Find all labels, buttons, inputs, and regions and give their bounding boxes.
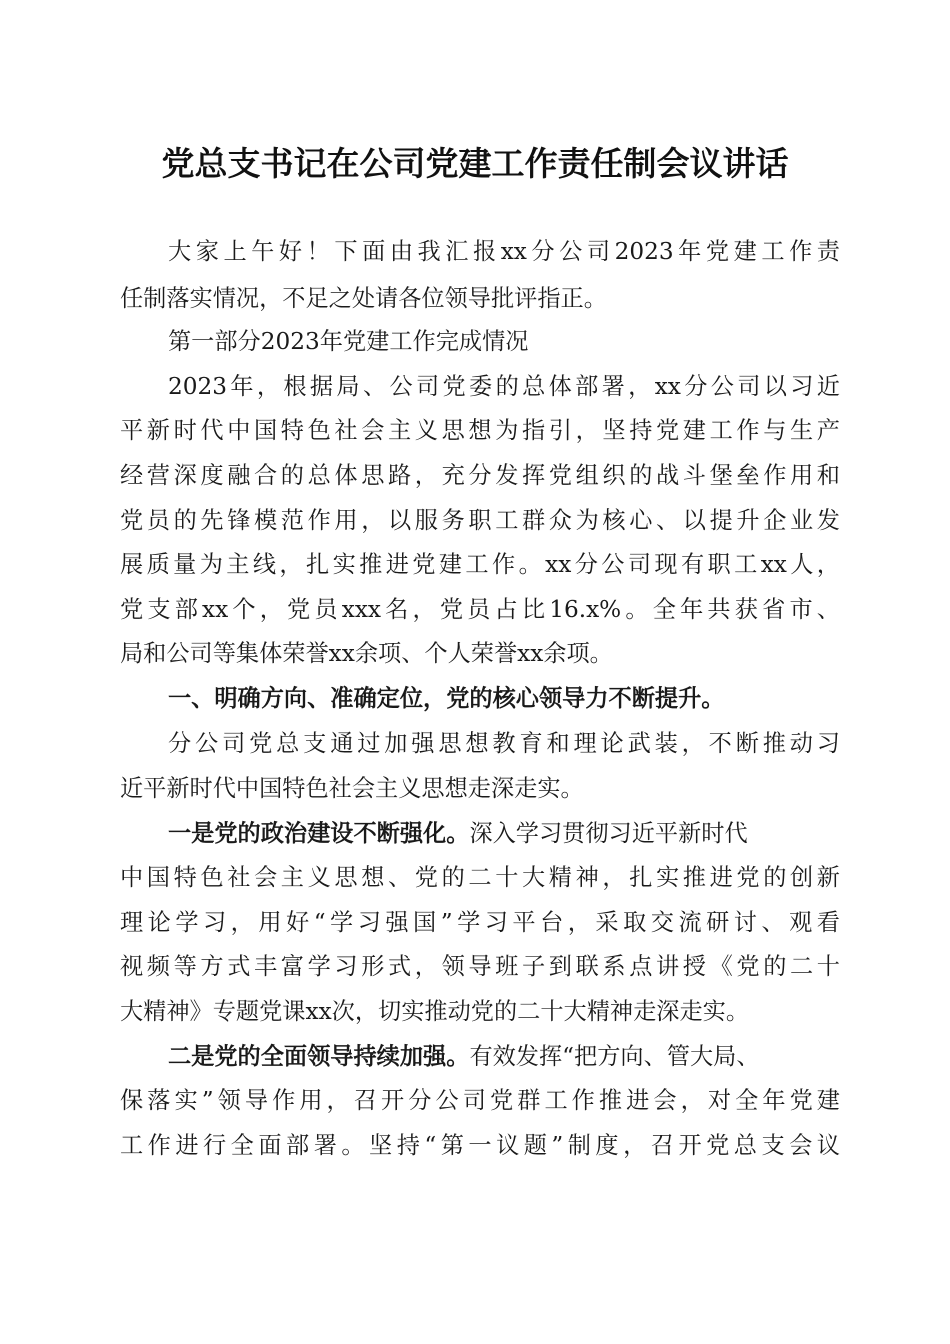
subsection-heading: 一、明确方向、准确定位，党的核心领导力不断提升。: [168, 685, 725, 712]
paragraph-lead: 一是党的政治建设不断强化。: [168, 820, 470, 847]
document-title: 党总支书记在公司党建工作责任制会议讲话: [161, 144, 789, 183]
paragraph-line: 党支部xx个，党员xxx名，党员占比16.x%。全年共获省市、: [120, 596, 840, 623]
paragraph-line: 理论学习，用好“学习强国”学习平台，采取交流研讨、观看: [120, 909, 840, 936]
paragraph-line: 视频等方式丰富学习形式，领导班子到联系点讲授《党的二十: [120, 953, 840, 980]
paragraph-line: 大精神》专题党课xx次，切实推动党的二十大精神走深走实。: [120, 998, 750, 1025]
paragraph-line: 2023年，根据局、公司党委的总体部署，xx分公司以习近: [168, 373, 840, 400]
paragraph-line: 分公司党总支通过加强思想教育和理论武装，不断推动习: [168, 730, 840, 757]
section-heading: 第一部分2023年党建工作完成情况: [168, 328, 529, 355]
paragraph-line: 任制落实情况，不足之处请各位领导批评指正。: [120, 285, 607, 312]
paragraph-line: 展质量为主线，扎实推进党建工作。xx分公司现有职工xx人，: [120, 551, 840, 578]
paragraph-line: 平新时代中国特色社会主义思想为指引，坚持党建工作与生产: [120, 417, 840, 444]
paragraph-line: 近平新时代中国特色社会主义思想走深走实。: [120, 775, 584, 802]
paragraph-text: 有效发挥“把方向、管大局、: [469, 1043, 760, 1070]
paragraph-line: 大家上午好！下面由我汇报xx分公司2023年党建工作责: [168, 238, 840, 265]
paragraph-line: 局和公司等集体荣誉xx余项、个人荣誉xx余项。: [120, 640, 613, 667]
paragraph-line: 党员的先锋模范作用，以服务职工群众为核心、以提升企业发: [120, 507, 840, 534]
paragraph-line: 经营深度融合的总体思路，充分发挥党组织的战斗堡垒作用和: [120, 462, 840, 489]
paragraph-line: 中国特色社会主义思想、党的二十大精神，扎实推进党的创新: [120, 864, 840, 891]
paragraph-line: 保落实”领导作用，召开分公司党群工作推进会，对全年党建: [120, 1087, 840, 1114]
paragraph-line: [168, 817, 840, 851]
paragraph-text: 深入学习贯彻习近平新时代: [469, 820, 748, 847]
paragraph-line: 工作进行全面部署。坚持“第一议题”制度，召开党总支会议: [120, 1132, 840, 1159]
paragraph-line: [168, 1040, 840, 1074]
paragraph-lead: 二是党的全面领导持续加强。: [168, 1043, 470, 1070]
